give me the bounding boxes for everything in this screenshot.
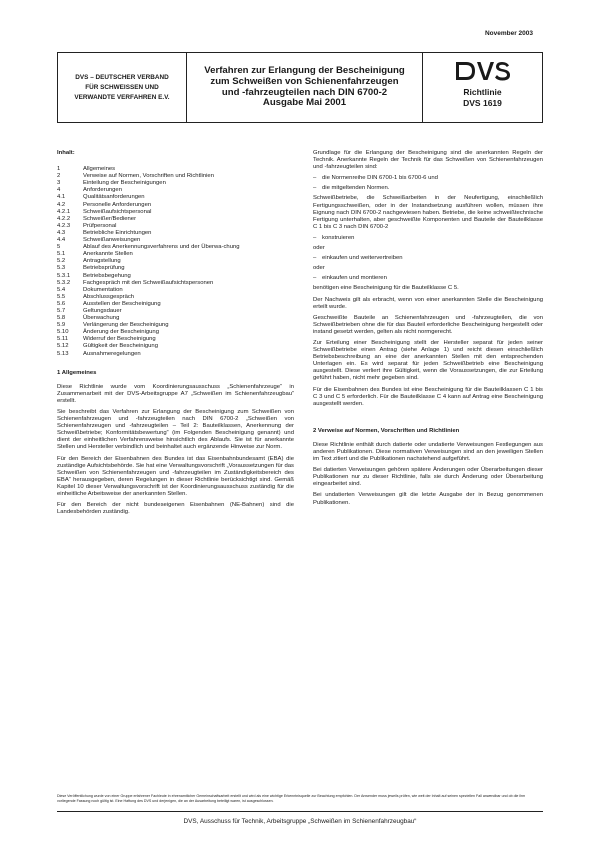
paragraph: Geschweißte Bauteile an Schienenfahrzeugen und -fahrzeugteilen, die von Schweißbetrieben ohne die für das Bauteil erforderliche Bescheinigung hergestellt oder instand gesetzt werden, gelten als nicht normgerecht.	[313, 314, 543, 335]
publisher-line: VERWANDTE VERFAHREN E.V.	[74, 93, 170, 101]
toc-item	[57, 343, 294, 350]
toc-item	[57, 315, 294, 322]
toc-item-title: Ausstellen der Bescheinigung	[83, 300, 161, 307]
table-of-contents	[57, 166, 294, 358]
toc-item-title: Betriebsprüfung	[83, 265, 125, 272]
toc-item-title: Betriebliche Einrichtungen	[83, 229, 152, 236]
toc-item-title: Schweißanweisungen	[83, 237, 141, 244]
toc-item-title: Geltungsdauer	[83, 307, 122, 314]
toc-item	[57, 223, 294, 230]
toc-item-number: 4.2	[57, 201, 66, 208]
toc-heading: Inhalt:	[57, 150, 75, 156]
toc-item-title: Antragstellung	[83, 258, 121, 265]
toc-item-title: Ausnahmeregelungen	[83, 350, 141, 357]
toc-item-number: 5.1	[57, 251, 66, 258]
toc-item	[57, 187, 294, 194]
conjunction: oder	[313, 245, 325, 252]
toc-item-number: 4.2.2	[57, 215, 71, 222]
document-title	[187, 53, 423, 122]
list-item: – die mitgeltenden Normen.	[313, 185, 390, 192]
list-item-text: einkaufen und weitervertreiben	[322, 255, 403, 262]
toc-item-number: 5	[57, 244, 61, 251]
paragraph: benötigen eine Bescheinigung für die Bauteilklasse C 5.	[313, 285, 459, 292]
toc-item	[57, 301, 294, 308]
toc-item	[57, 265, 294, 272]
toc-item	[57, 336, 294, 343]
toc-item-title: Änderung der Bescheinigung	[83, 329, 159, 336]
toc-item-title: Überwachung	[83, 315, 120, 322]
toc-item-number: 5.10	[57, 329, 69, 336]
toc-item-title: Einteilung der Bescheinigungen	[83, 180, 166, 187]
toc-item-title: Allgemeines	[83, 166, 116, 173]
toc-item	[57, 194, 294, 201]
toc-item-title: Gültigkeit der Bescheinigung	[83, 343, 158, 350]
title-line: zum Schweißen von Schienenfahrzeugen	[210, 75, 399, 87]
dvs-logo	[453, 60, 513, 82]
toc-item	[57, 180, 294, 187]
toc-item-number: 1	[57, 166, 61, 173]
toc-item	[57, 173, 294, 180]
toc-item-number: 5.11	[57, 336, 69, 343]
list-item-text: einkaufen und montieren	[322, 275, 387, 282]
toc-item-number: 5.13	[57, 350, 69, 357]
paragraph: Zur Erteilung einer Bescheinigung stellt der Hersteller separat für jeden seiner Schweißbetriebe einen Antrag (siehe Anlage 1) und reicht diesen einschließlich Betriebsbeschreibung an eine der anerkannten Stellen mit den entsprechenden Unterlagen ein. Es wird separat für jeden Schweißbetrieb eine Bescheinigung ausgestellt. Diese verliert ihre Gültigkeit, wenn die Voraussetzungen, die zur Erteilung geführt haben, nicht mehr gegeben sind.	[313, 339, 543, 382]
toc-item	[57, 273, 294, 280]
publisher-line: DVS – DEUTSCHER VERBAND	[75, 73, 169, 81]
toc-item-title: Fachgespräch mit den Schweißaufsichtspersonen	[83, 279, 214, 286]
paragraph: Diese Richtlinie wurde vom Koordinierungsausschuss „Schienenfahrzeuge“ in Zusammenarbeit mit der DVS-Arbeitsgruppe A7 „Schweißen im Schienenfahrzeugbau“ erstellt.	[57, 383, 294, 404]
toc-item-number: 4.4	[57, 237, 66, 244]
toc-item	[57, 251, 294, 258]
toc-item-number: 4.3	[57, 229, 66, 236]
toc-item-title: Prüfpersonal	[83, 222, 117, 229]
list-item-text: konstruieren	[322, 234, 355, 241]
toc-item-title: Dokumentation	[83, 286, 123, 293]
toc-item	[57, 244, 294, 251]
toc-item-title: Schweißaufsichtspersonal	[83, 208, 152, 215]
paragraph: Schweißbetriebe, die Schweißarbeiten in der Neufertigung, einschließlich Fertigungsschweißen, oder in der Instandsetzung ausführen wollen, müssen ihre Eignung nach DIN 6700-2 nachgewiesen haben. Betriebe, die keine schweißtechnische Fertigung unterhalten, aber geschweißte Komponenten und Bauteile der Bauteilklasse C 1 bis C 3 nach DIN 6700-2	[313, 195, 543, 230]
paragraph: Bei datierten Verweisungen gehören spätere Änderungen oder Überarbeitungen dieser Publikationen nur zu dieser Richtlinie, falls sie durch Änderung oder Überarbeitung eingearbeitet sind.	[313, 467, 543, 488]
title-line: Ausgabe Mai 2001	[262, 97, 347, 109]
toc-item-number: 5.5	[57, 293, 66, 300]
toc-item	[57, 258, 294, 265]
toc-item-number: 5.7	[57, 307, 66, 314]
title-line: und -fahrzeugteilen nach DIN 6700-2	[221, 86, 388, 98]
footer-divider	[57, 811, 543, 812]
toc-item-number: 5.2	[57, 258, 66, 265]
toc-item-number: 5.6	[57, 300, 66, 307]
toc-item-title: Verlängerung der Bescheinigung	[83, 322, 169, 329]
paragraph: Für den Bereich der Eisenbahnen des Bundes ist das Eisenbahnbundesamt (EBA) die zuständige Aufsichtsbehörde. Sie hat eine Verwaltungsvorschrift „Voraussetzungen für das Schweißen von Schienenfahrzeugen und -fahrzeugteilen im Zuständigkeitsbereich des EBA“ herausgegeben, deren Regelungen in dieser Richtlinie berücksichtigt sind. Gemäß Kapitel 10 dieser Verwaltungsvorschrift ist der Koordinierungsausschuss zuständig für die einheitliche Arbeitsweise der anerkannten Stellen.	[57, 455, 294, 498]
list-item: – konstruieren	[313, 234, 355, 241]
list-item-text: die Normenreihe DIN 6700-1 bis 6700-6 und	[322, 175, 438, 182]
toc-item-title: Verweise auf Normen, Vorschriften und Richtlinien	[83, 173, 214, 180]
conjunction: oder	[313, 265, 325, 272]
toc-item	[57, 230, 294, 237]
toc-item	[57, 351, 294, 358]
toc-item-number: 5.12	[57, 343, 69, 350]
toc-item-number: 5.3.2	[57, 279, 71, 286]
page-footer: DVS, Ausschuss für Technik, Arbeitsgruppe „Schweißen im Schienenfahrzeugbau“	[183, 818, 417, 825]
paragraph: Für den Bereich der nicht bundeseigenen Eisenbahnen (NE-Bahnen) sind die Landesbehörden zuständig.	[57, 502, 294, 516]
toc-item-number: 5.9	[57, 322, 66, 329]
guideline-number: DVS 1619	[463, 97, 502, 108]
toc-item-number: 3	[57, 180, 61, 187]
toc-item-title: Personelle Anforderungen	[83, 201, 152, 208]
list-item-text: die mitgeltenden Normen.	[322, 185, 390, 192]
paragraph: Grundlage für die Erlangung der Bescheinigung sind die anerkannten Regeln der Technik. Anerkannte Regeln der Technik für das Schweißen von Schienenfahrzeugen und -fahrzeugteilen sind:	[313, 150, 543, 171]
publisher-line: FÜR SCHWEISSEN UND	[85, 83, 159, 91]
paragraph: Sie beschreibt das Verfahren zur Erlangung der Bescheinigung zum Schweißen von Schienenfahrzeugen und -fahrzeugteilen nach DIN 6700-2 „Schweißen von Schienenfahrzeugen und -fahrzeugteilen – Teil 2: Bauteilklassen, Anerkennung der Schweißbetriebe; Konformitätsbewertung“ (im Folgenden Bescheinigung genannt) und dient der einheitlichen Verfahrensweise hinsichtlich des Ablaufs. Sie ist für anerkannte Stellen und Hersteller verbindlich und beinhaltet auch ergänzende Hinweise zur Norm.	[57, 409, 294, 451]
toc-item-title: Widerruf der Bescheinigung	[83, 336, 156, 343]
list-item: – einkaufen und montieren	[313, 275, 387, 282]
toc-item-title: Anforderungen	[83, 187, 122, 194]
toc-item	[57, 294, 294, 301]
toc-item-number: 5.3	[57, 265, 66, 272]
paragraph: Diese Richtlinie enthält durch datierte oder undatierte Verweisungen Festlegungen aus anderen Publikationen. Diese normativen Verweisungen sind an den jeweiligen Stellen im Text zitiert und die Publikationen nachstehend aufgeführt.	[313, 441, 543, 463]
toc-item-number: 5.8	[57, 315, 66, 322]
right-column	[313, 150, 543, 511]
toc-item	[57, 216, 294, 223]
paragraph: Für die Eisenbahnen des Bundes ist eine Bescheinigung für die Bauteilklassen C 1 bis C 3 und C 5 erforderlich. Für die Bauteilklasse C 4 kann auf Antrag eine Bescheinigung ausgestellt werden.	[313, 386, 543, 407]
toc-item	[57, 287, 294, 294]
toc-item-title: Ablauf des Anerkennungsverfahrens und der Überwa-chung	[83, 244, 240, 251]
toc-item	[57, 308, 294, 315]
list-item: – einkaufen und weitervertreiben	[313, 255, 403, 262]
toc-item-number: 5.4	[57, 286, 66, 293]
toc-item	[57, 209, 294, 216]
toc-item-title: Qualitätsanforderungen	[83, 194, 145, 201]
document-header	[57, 52, 543, 123]
title-line: Verfahren zur Erlangung der Bescheinigung	[204, 65, 405, 77]
toc-item-number: 4	[57, 187, 61, 194]
disclaimer: Diese Veröffentlichung wurde von einer Gruppe erfahrener Fachleute in ehrenamtlicher Gemeinschaftsarbeit erstellt und wird als eine wichtige Erkenntnisquelle zur Beachtung empfohlen. Der Anwender muss jeweils prüfen, wie weit der Inhalt auf seinen speziellen Fall anwendbar und ob die ihm vorliegende Fassung noch gültig ist. Eine Haftung des DVS und derjenigen, die an der Ausarbeitung beteiligt waren, ist ausgeschlossen.	[57, 794, 526, 804]
toc-item	[57, 166, 294, 173]
guideline-block	[423, 53, 542, 122]
section-heading: 2 Verweise auf Normen, Vorschriften und Richtlinien	[313, 427, 460, 434]
toc-item-number: 5.3.1	[57, 272, 71, 279]
toc-item-number: 4.2.3	[57, 222, 71, 229]
paragraph: Bei undatierten Verweisungen gilt die letzte Ausgabe der in Bezug genommenen Publikationen.	[313, 492, 543, 506]
toc-item-number: 2	[57, 173, 61, 180]
toc-item-title: Betriebsbegehung	[83, 272, 131, 279]
guideline-label: Richtlinie	[463, 87, 502, 97]
toc-item-number: 4.1	[57, 194, 66, 201]
left-column	[57, 150, 294, 520]
section-heading: 1 Allgemeines	[57, 369, 97, 376]
toc-item	[57, 329, 294, 336]
toc-item	[57, 280, 294, 287]
toc-item-number: 4.2.1	[57, 208, 71, 215]
publisher-block	[58, 53, 187, 122]
toc-item	[57, 202, 294, 209]
issue-date: November 2003	[484, 30, 533, 37]
toc-item-title: Abschlussgespräch	[83, 293, 135, 300]
paragraph: Der Nachweis gilt als erbracht, wenn von einer anerkannten Stelle die Bescheinigung erteilt wurde.	[313, 296, 543, 310]
list-item: – die Normenreihe DIN 6700-1 bis 6700-6 und	[313, 175, 438, 182]
toc-item-title: Schweißer/Bediener	[83, 215, 137, 222]
toc-item-title: Anerkannte Stellen	[83, 251, 133, 258]
